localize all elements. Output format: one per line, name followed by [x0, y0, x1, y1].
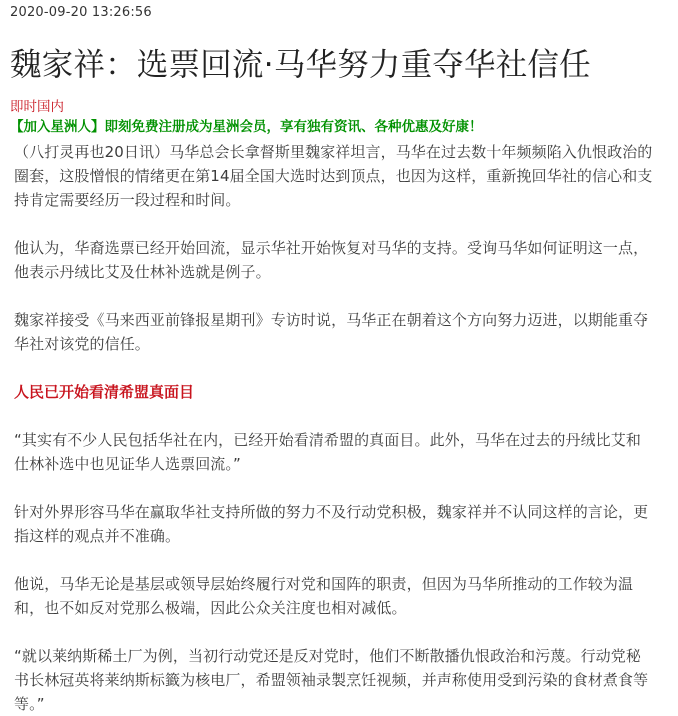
paragraph-4: “其实有不少人民包括华社在内，已经开始看清希盟的真面目。此外，马华在过去的丹绒比艾和仕林补选中也见证华人选票回流。”: [14, 431, 641, 473]
membership-promo-link[interactable]: 【加入星洲人】即刻免费注册成为星洲会员，享有独有资讯、各种优惠及好康！: [10, 119, 483, 135]
paragraph-5: 针对外界形容马华在赢取华社支持所做的努力不及行动党积极，魏家祥并不认同这样的言论，更指这样的观点并不准确。: [14, 503, 649, 545]
paragraph-1: （八打灵再也20日讯）马华总会长拿督斯里魏家祥坦言，马华在过去数十年频频陷入仇恨政治的圈套，这股憎恨的情绪更在第14届全国大选时达到顶点，也因为这样，重新挽回华社的信心和支持肯定需要经历一段过程和时间。: [14, 143, 653, 209]
publish-timestamp: 2020-09-20 13:26:56: [10, 5, 152, 20]
article-title: 魏家祥：选票回流·马华努力重夺华社信任: [10, 47, 591, 83]
paragraph-6: 他说，马华无论是基层或领导层始终履行对党和国阵的职责，但因为马华所推动的工作较为温和，也不如反对党那么极端，因此公众关注度也相对减低。: [14, 575, 634, 617]
paragraph-7: “就以莱纳斯稀土厂为例，当初行动党还是反对党时，他们不断散播仇恨政治和污蔑。行动党秘书长林冠英将莱纳斯标籤为核电厂，希盟领袖录製烹饪视频，并声称使用受到污染的食材煮食等等。”: [14, 647, 649, 713]
paragraph-2: 他认为，华裔选票已经开始回流，显示华社开始恢复对马华的支持。受询马华如何证明这一点，他表示丹绒比艾及仕林补选就是例子。: [14, 239, 649, 281]
category-link[interactable]: 即时国内: [10, 99, 64, 115]
section-heading: 人民已开始看清希盟真面目: [14, 383, 195, 401]
paragraph-3: 魏家祥接受《马来西亚前锋报星期刊》专访时说，马华正在朝着这个方向努力迈进，以期能重夺华社对该党的信任。: [14, 311, 649, 353]
article-body: [14, 140, 656, 716]
